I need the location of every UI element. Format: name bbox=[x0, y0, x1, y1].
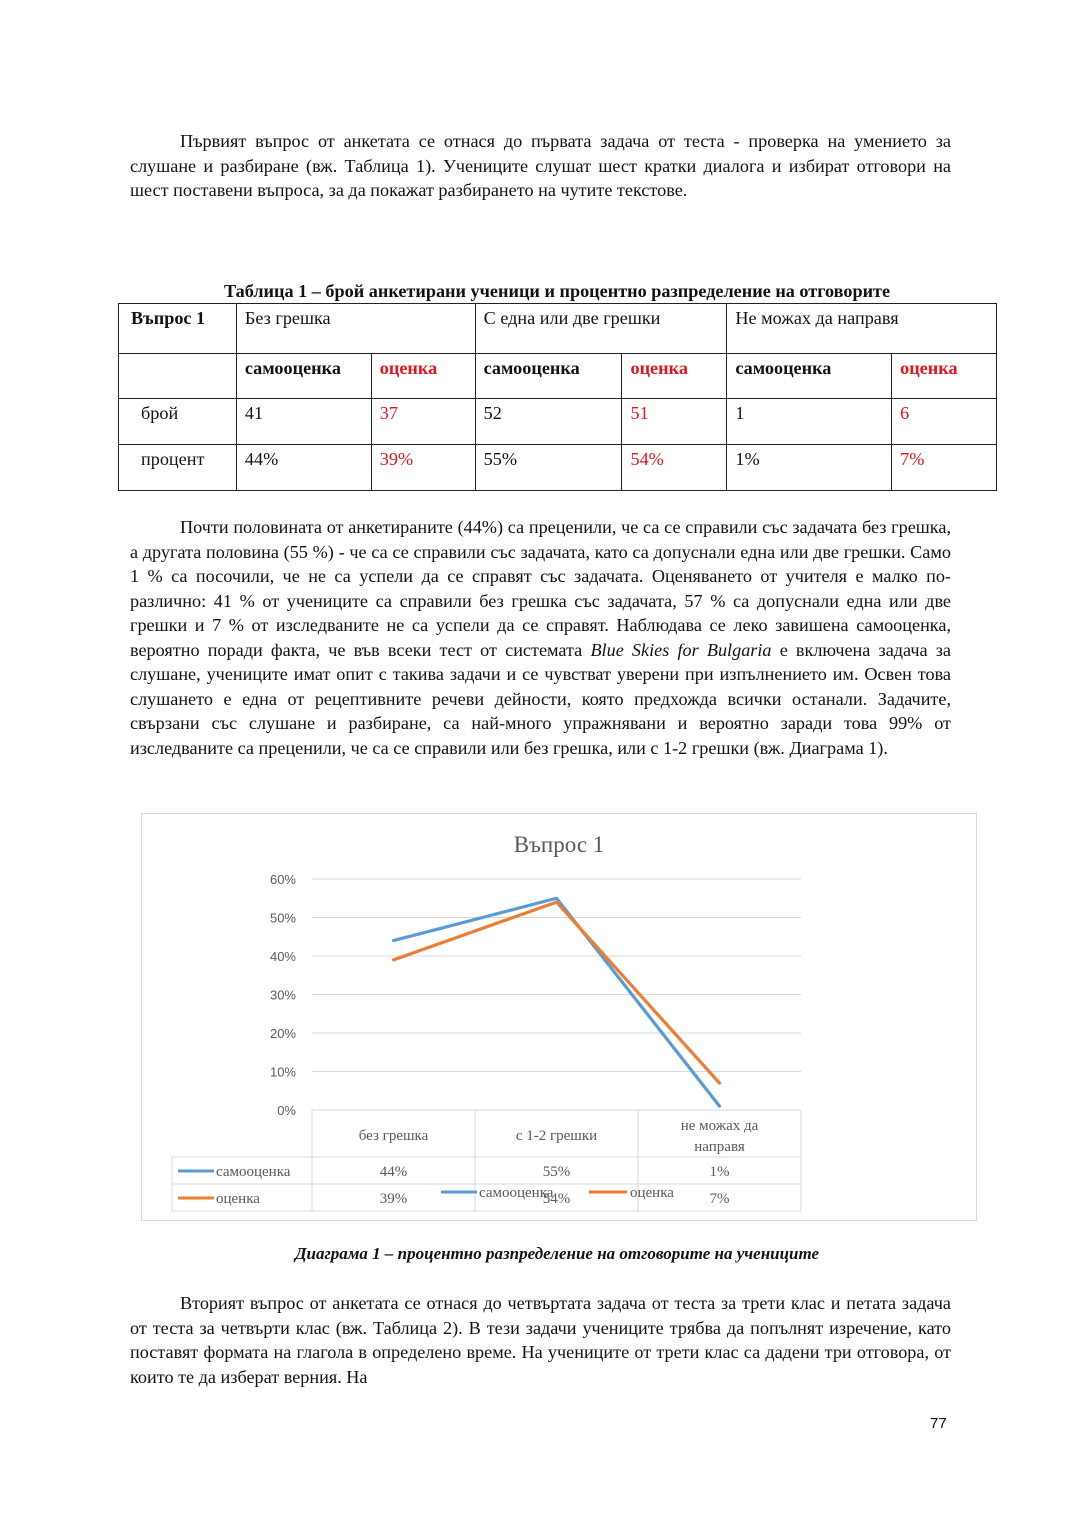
group-header-no-errors: Без грешка bbox=[236, 304, 475, 354]
table-row bbox=[119, 445, 997, 491]
table-cell: 54% bbox=[622, 445, 727, 491]
table-cell: 1% bbox=[727, 445, 892, 491]
table-cell: 52 bbox=[475, 399, 622, 445]
table-cell: 37 bbox=[371, 399, 475, 445]
chart-container bbox=[141, 813, 977, 1221]
data-table-value: 54% bbox=[542, 1191, 571, 1207]
table-1 bbox=[118, 303, 997, 491]
paragraph-2: Почти половината от анкетираните (44%) са преценили, че са се справили със задачата без грешка, а другата половина (55 %) - че са се справили със задачата, като са допуснали една или две грешки. Само 1 % са посочили, че не са успели да се справят със задачата. Оценяването от учителя е малко по-различно: 41 % от учениците са справили без грешка със задачата, 57 % са допуснали една или две грешки и 7 % от изследваните не са успели да се справят. Наблюдава се леко завишена самооценка, вероятно поради факта, че във всеки тест от системата Blue Skies for Bulgaria е включена задача за слушане, учениците имат опит с такива задачи и се чувстват уверени при изпълнението им. Освен това слушането е една от рецептивните речеви дейности, която предхожда всички останали. Задачите, свързани със слушане и разбиране, са най-много упражнявани и вероятно заради това 99% от изследваните са преценили, че са се справили или без грешка, или с 1-2 грешки (вж. Диаграма 1). bbox=[130, 517, 952, 758]
line-chart bbox=[142, 814, 976, 1220]
subheader-self-assessment: самооценка bbox=[475, 354, 622, 399]
table-corner-cell: Въпрос 1 bbox=[119, 304, 237, 354]
data-table-series-label: оценка bbox=[216, 1191, 260, 1207]
group-header-could-not: Не можах да направя bbox=[727, 304, 997, 354]
data-table-value: 44% bbox=[379, 1164, 408, 1180]
page-number: 77 bbox=[930, 1415, 947, 1432]
table-cell: 55% bbox=[475, 445, 622, 491]
table-row bbox=[119, 399, 997, 445]
x-category-label: с 1-2 грешки bbox=[515, 1128, 598, 1144]
subheader-grade: оценка bbox=[622, 354, 727, 399]
data-table-series-label: самооценка bbox=[216, 1164, 291, 1180]
subheader-grade: оценка bbox=[892, 354, 997, 399]
chart-title: Въпрос 1 bbox=[513, 832, 605, 857]
row-label: брой bbox=[119, 399, 237, 445]
table-cell: 44% bbox=[236, 445, 371, 491]
table-cell: 6 bbox=[892, 399, 997, 445]
table-1-caption: Таблица 1 – брой анкетирани ученици и процентно разпределение на отговорите bbox=[223, 281, 891, 301]
y-tick-label: 50% bbox=[269, 910, 296, 926]
x-category-label: не можах да направя bbox=[680, 1118, 759, 1155]
subheader-self-assessment: самооценка bbox=[236, 354, 371, 399]
data-table-value: 39% bbox=[379, 1191, 408, 1207]
y-tick-label: 0% bbox=[277, 1103, 296, 1118]
table-cell: 1 bbox=[727, 399, 892, 445]
y-tick-label: 20% bbox=[269, 1026, 296, 1041]
legend-label: оценка bbox=[630, 1185, 674, 1201]
series-line-self-assessment bbox=[394, 898, 720, 1106]
empty-cell bbox=[119, 354, 237, 399]
y-tick-label: 30% bbox=[269, 987, 296, 1003]
data-table-value: 7% bbox=[709, 1191, 730, 1207]
table-cell: 41 bbox=[236, 399, 371, 445]
y-tick-label: 40% bbox=[269, 949, 296, 964]
subheader-grade: оценка bbox=[371, 354, 475, 399]
system-name: Blue Skies for Bulgaria bbox=[590, 639, 772, 660]
legend-label: самооценка bbox=[479, 1185, 554, 1201]
paragraph-1: Първият въпрос от анкетата се отнася до първата задача от теста - проверка на умението за слушане и разбиране (вж. Таблица 1). Учениците слушат шест кратки диалога и избират отговори на шест поставени въпроса, за да покажат разбирането на чутите текстове. bbox=[130, 131, 951, 200]
y-tick-label: 60% bbox=[269, 872, 296, 887]
y-tick-label: 10% bbox=[269, 1064, 296, 1080]
table-cell: 7% bbox=[892, 445, 997, 491]
table-header-row bbox=[119, 304, 997, 354]
paragraph-3: Вторият въпрос от анкетата се отнася до четвъртата задача от теста за трети клас и петата задача от теста за четвърти клас (вж. Таблица 2). В тези задачи учениците трябва да попълнят изречение, като поставят формата на глагола в определено време. На учениците от трети клас са дадени три отговора, от които те да изберат верния. На bbox=[130, 1293, 951, 1387]
x-category-label: без грешка bbox=[358, 1128, 429, 1144]
table-cell: 51 bbox=[622, 399, 727, 445]
data-table-value: 55% bbox=[542, 1164, 571, 1180]
diagram-caption: Диаграма 1 – процентно разпределение на отговорите на учениците bbox=[294, 1244, 820, 1263]
subheader-self-assessment: самооценка bbox=[727, 354, 892, 399]
data-table-value: 1% bbox=[709, 1164, 730, 1180]
group-header-one-two-errors: С една или две грешки bbox=[475, 304, 727, 354]
row-label: процент bbox=[119, 445, 237, 491]
table-cell: 39% bbox=[371, 445, 475, 491]
table-subheader-row bbox=[119, 354, 997, 399]
